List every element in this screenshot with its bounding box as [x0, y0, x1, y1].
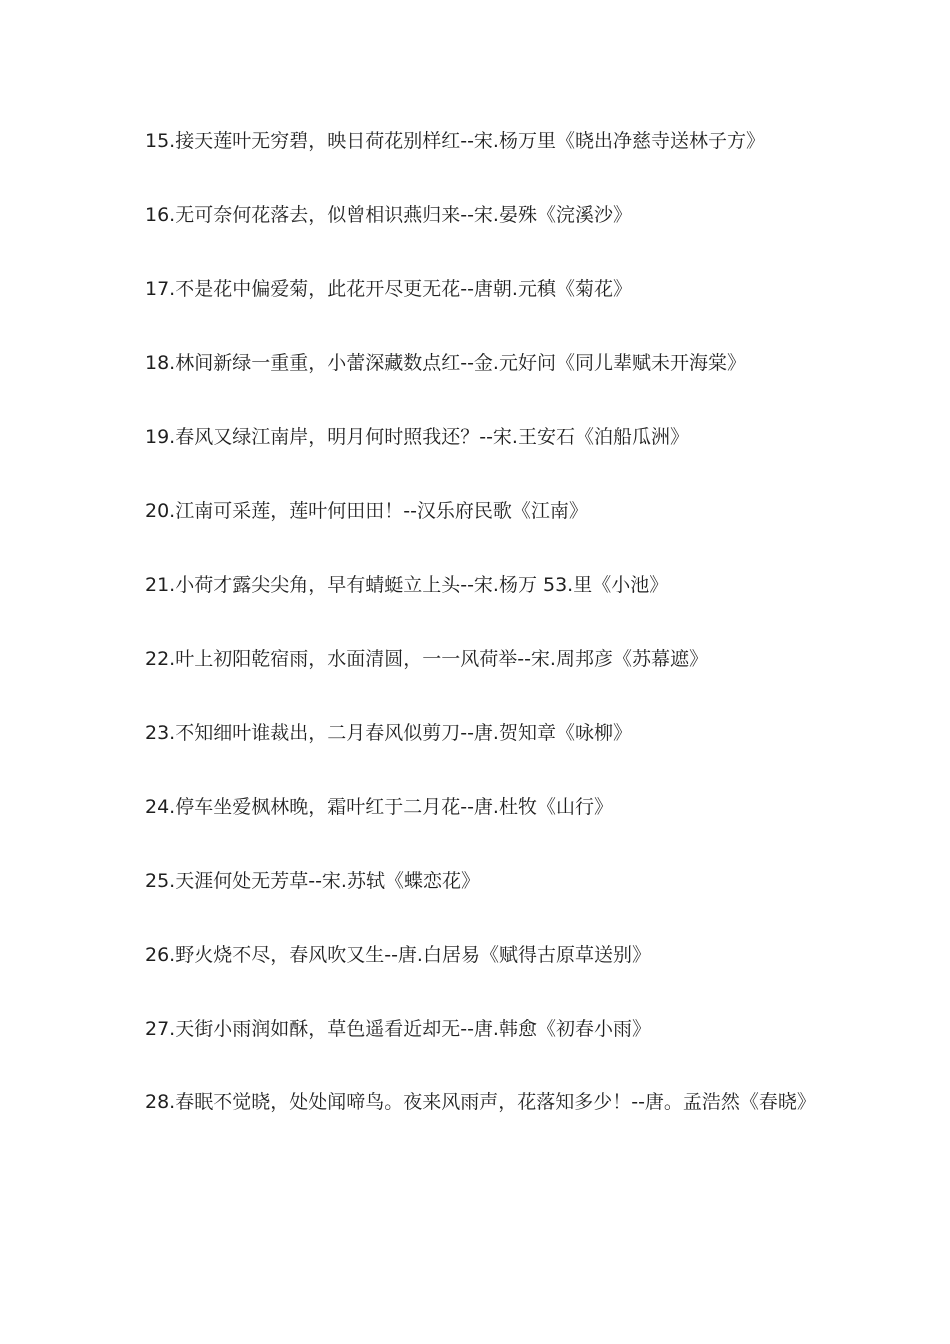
poem-line: 25.天涯何处无芳草--宋.苏轼《蝶恋花》 [145, 870, 480, 892]
poem-line: 15.接天莲叶无穷碧，映日荷花别样红--宋.杨万里《晓出净慈寺送林子方》 [145, 130, 765, 152]
poem-line: 24.停车坐爱枫林晚，霜叶红于二月花--唐.杜牧《山行》 [145, 796, 613, 818]
poem-line-list [145, 122, 825, 1157]
poem-line: 17.不是花中偏爱菊，此花开尽更无花--唐朝.元稹《菊花》 [145, 278, 632, 300]
poem-line: 23.不知细叶谁裁出，二月春风似剪刀--唐.贺知章《咏柳》 [145, 722, 632, 744]
poem-line: 18.林间新绿一重重，小蕾深藏数点红--金.元好问《同儿辈赋未开海棠》 [145, 352, 746, 374]
poem-line: 19.春风又绿江南岸，明月何时照我还？--宋.王安石《泊船瓜洲》 [145, 426, 689, 448]
poem-line: 27.天街小雨润如酥，草色遥看近却无--唐.韩愈《初春小雨》 [145, 1018, 651, 1040]
poem-line: 20.江南可采莲，莲叶何田田！--汉乐府民歌《江南》 [145, 500, 588, 522]
poem-line: 26.野火烧不尽，春风吹又生--唐.白居易《赋得古原草送别》 [145, 944, 651, 966]
poem-line: 21.小荷才露尖尖角，早有蜻蜓立上头--宋.杨万 53.里《小池》 [145, 574, 669, 596]
poem-line: 22.叶上初阳乾宿雨，水面清圆，一一风荷举--宋.周邦彦《苏幕遮》 [145, 648, 708, 670]
poem-line: 28.春眠不觉晓，处处闻啼鸟。夜来风雨声，花落知多少！--唐。孟浩然《春晓》 [145, 1091, 816, 1113]
poem-line: 16.无可奈何花落去，似曾相识燕归来--宋.晏殊《浣溪沙》 [145, 204, 632, 226]
